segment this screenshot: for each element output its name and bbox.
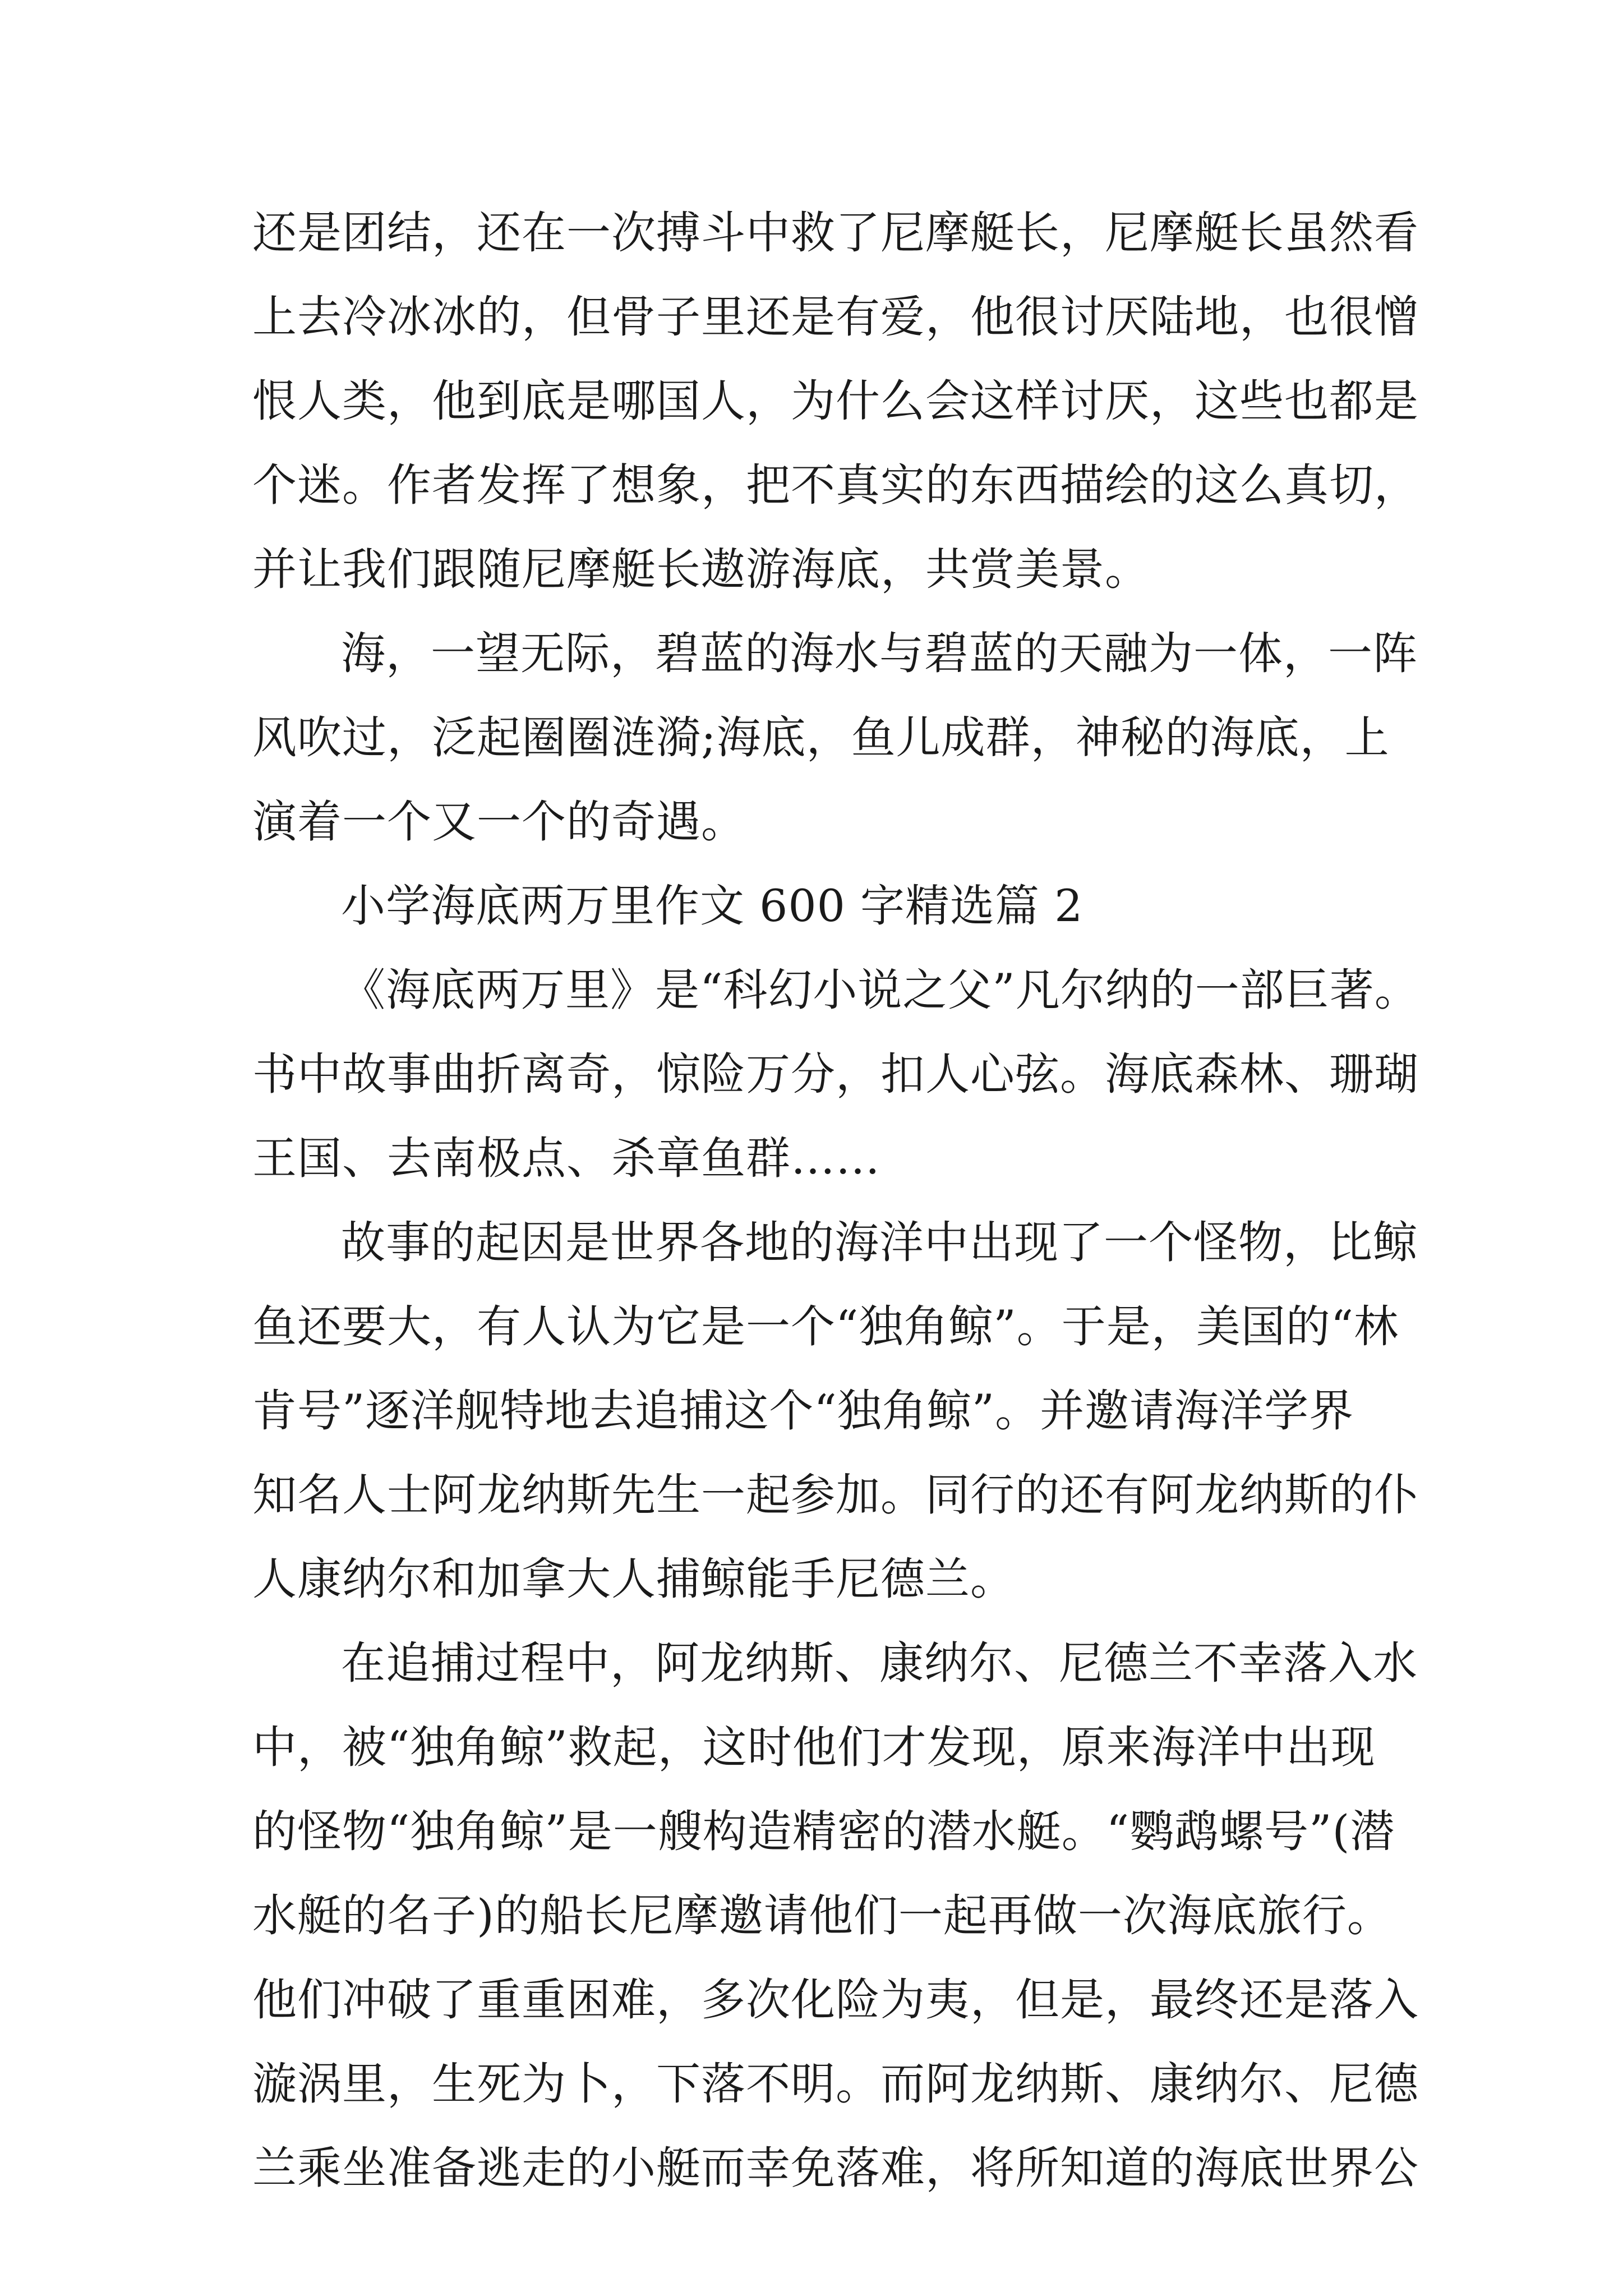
text-line: 上去冷冰冰的，但骨子里还是有爱，他很讨厌陆地，也很憎 — [252, 291, 1419, 343]
text-line: 人康纳尔和加拿大人捕鲸能手尼德兰。 — [252, 1553, 1015, 1605]
text-line: 还是团结，还在一次搏斗中救了尼摩艇长，尼摩艇长虽然看 — [252, 207, 1419, 259]
text-line: 风吹过，泛起圈圈涟漪;海底，鱼儿成群，神秘的海底，上 — [252, 712, 1390, 763]
text-line: 王国、去南极点、杀章鱼群…… — [252, 1133, 880, 1184]
text-line: 书中故事曲折离奇，惊险万分，扣人心弦。海底森林、珊瑚 — [252, 1048, 1419, 1100]
text-line: 演着一个又一个的奇遇。 — [252, 796, 746, 848]
text-line: 《海底两万里》是“科幻小说之父”凡尔纳的一部巨著。 — [341, 964, 1419, 1016]
text-line: 海，一望无际，碧蓝的海水与碧蓝的天融为一体，一阵 — [341, 628, 1418, 679]
essay-text — [252, 191, 1419, 2210]
text-line: 并让我们跟随尼摩艇长遨游海底，共赏美景。 — [252, 544, 1150, 595]
text-line: 他们冲破了重重困难，多次化险为夷，但是，最终还是落入 — [252, 1974, 1419, 2026]
text-line: 知名人士阿龙纳斯先生一起参加。同行的还有阿龙纳斯的仆 — [252, 1469, 1419, 1521]
text-line: 小学海底两万里作文 600 字精选篇 2 — [341, 880, 1083, 932]
text-line: 兰乘坐准备逃走的小艇而幸免落难，将所知道的海底世界公 — [252, 2142, 1419, 2194]
text-line: 的怪物“独角鲸”是一艘构造精密的潜水艇。“鹦鹉螺号”(潜 — [252, 1806, 1395, 1857]
text-line: 鱼还要大，有人认为它是一个“独角鲸”。于是，美国的“林 — [252, 1301, 1399, 1352]
text-line: 恨人类，他到底是哪国人，为什么会这样讨厌，这些也都是 — [252, 375, 1419, 427]
text-line: 水艇的名子)的船长尼摩邀请他们一起再做一次海底旅行。 — [252, 1890, 1392, 1941]
text-line: 漩涡里，生死为卜，下落不明。而阿龙纳斯、康纳尔、尼德 — [252, 2058, 1419, 2110]
text-line: 肯号”逐洋舰特地去追捕这个“独角鲸”。并邀请海洋学界 — [252, 1385, 1354, 1437]
text-line: 故事的起因是世界各地的海洋中出现了一个怪物，比鲸 — [341, 1217, 1418, 1268]
text-line: 在追捕过程中，阿龙纳斯、康纳尔、尼德兰不幸落入水 — [341, 1637, 1418, 1689]
text-line: 中，被“独角鲸”救起，这时他们才发现，原来海洋中出现 — [252, 1722, 1376, 1773]
text-line: 个迷。作者发挥了想象，把不真实的东西描绘的这么真切， — [252, 459, 1419, 511]
